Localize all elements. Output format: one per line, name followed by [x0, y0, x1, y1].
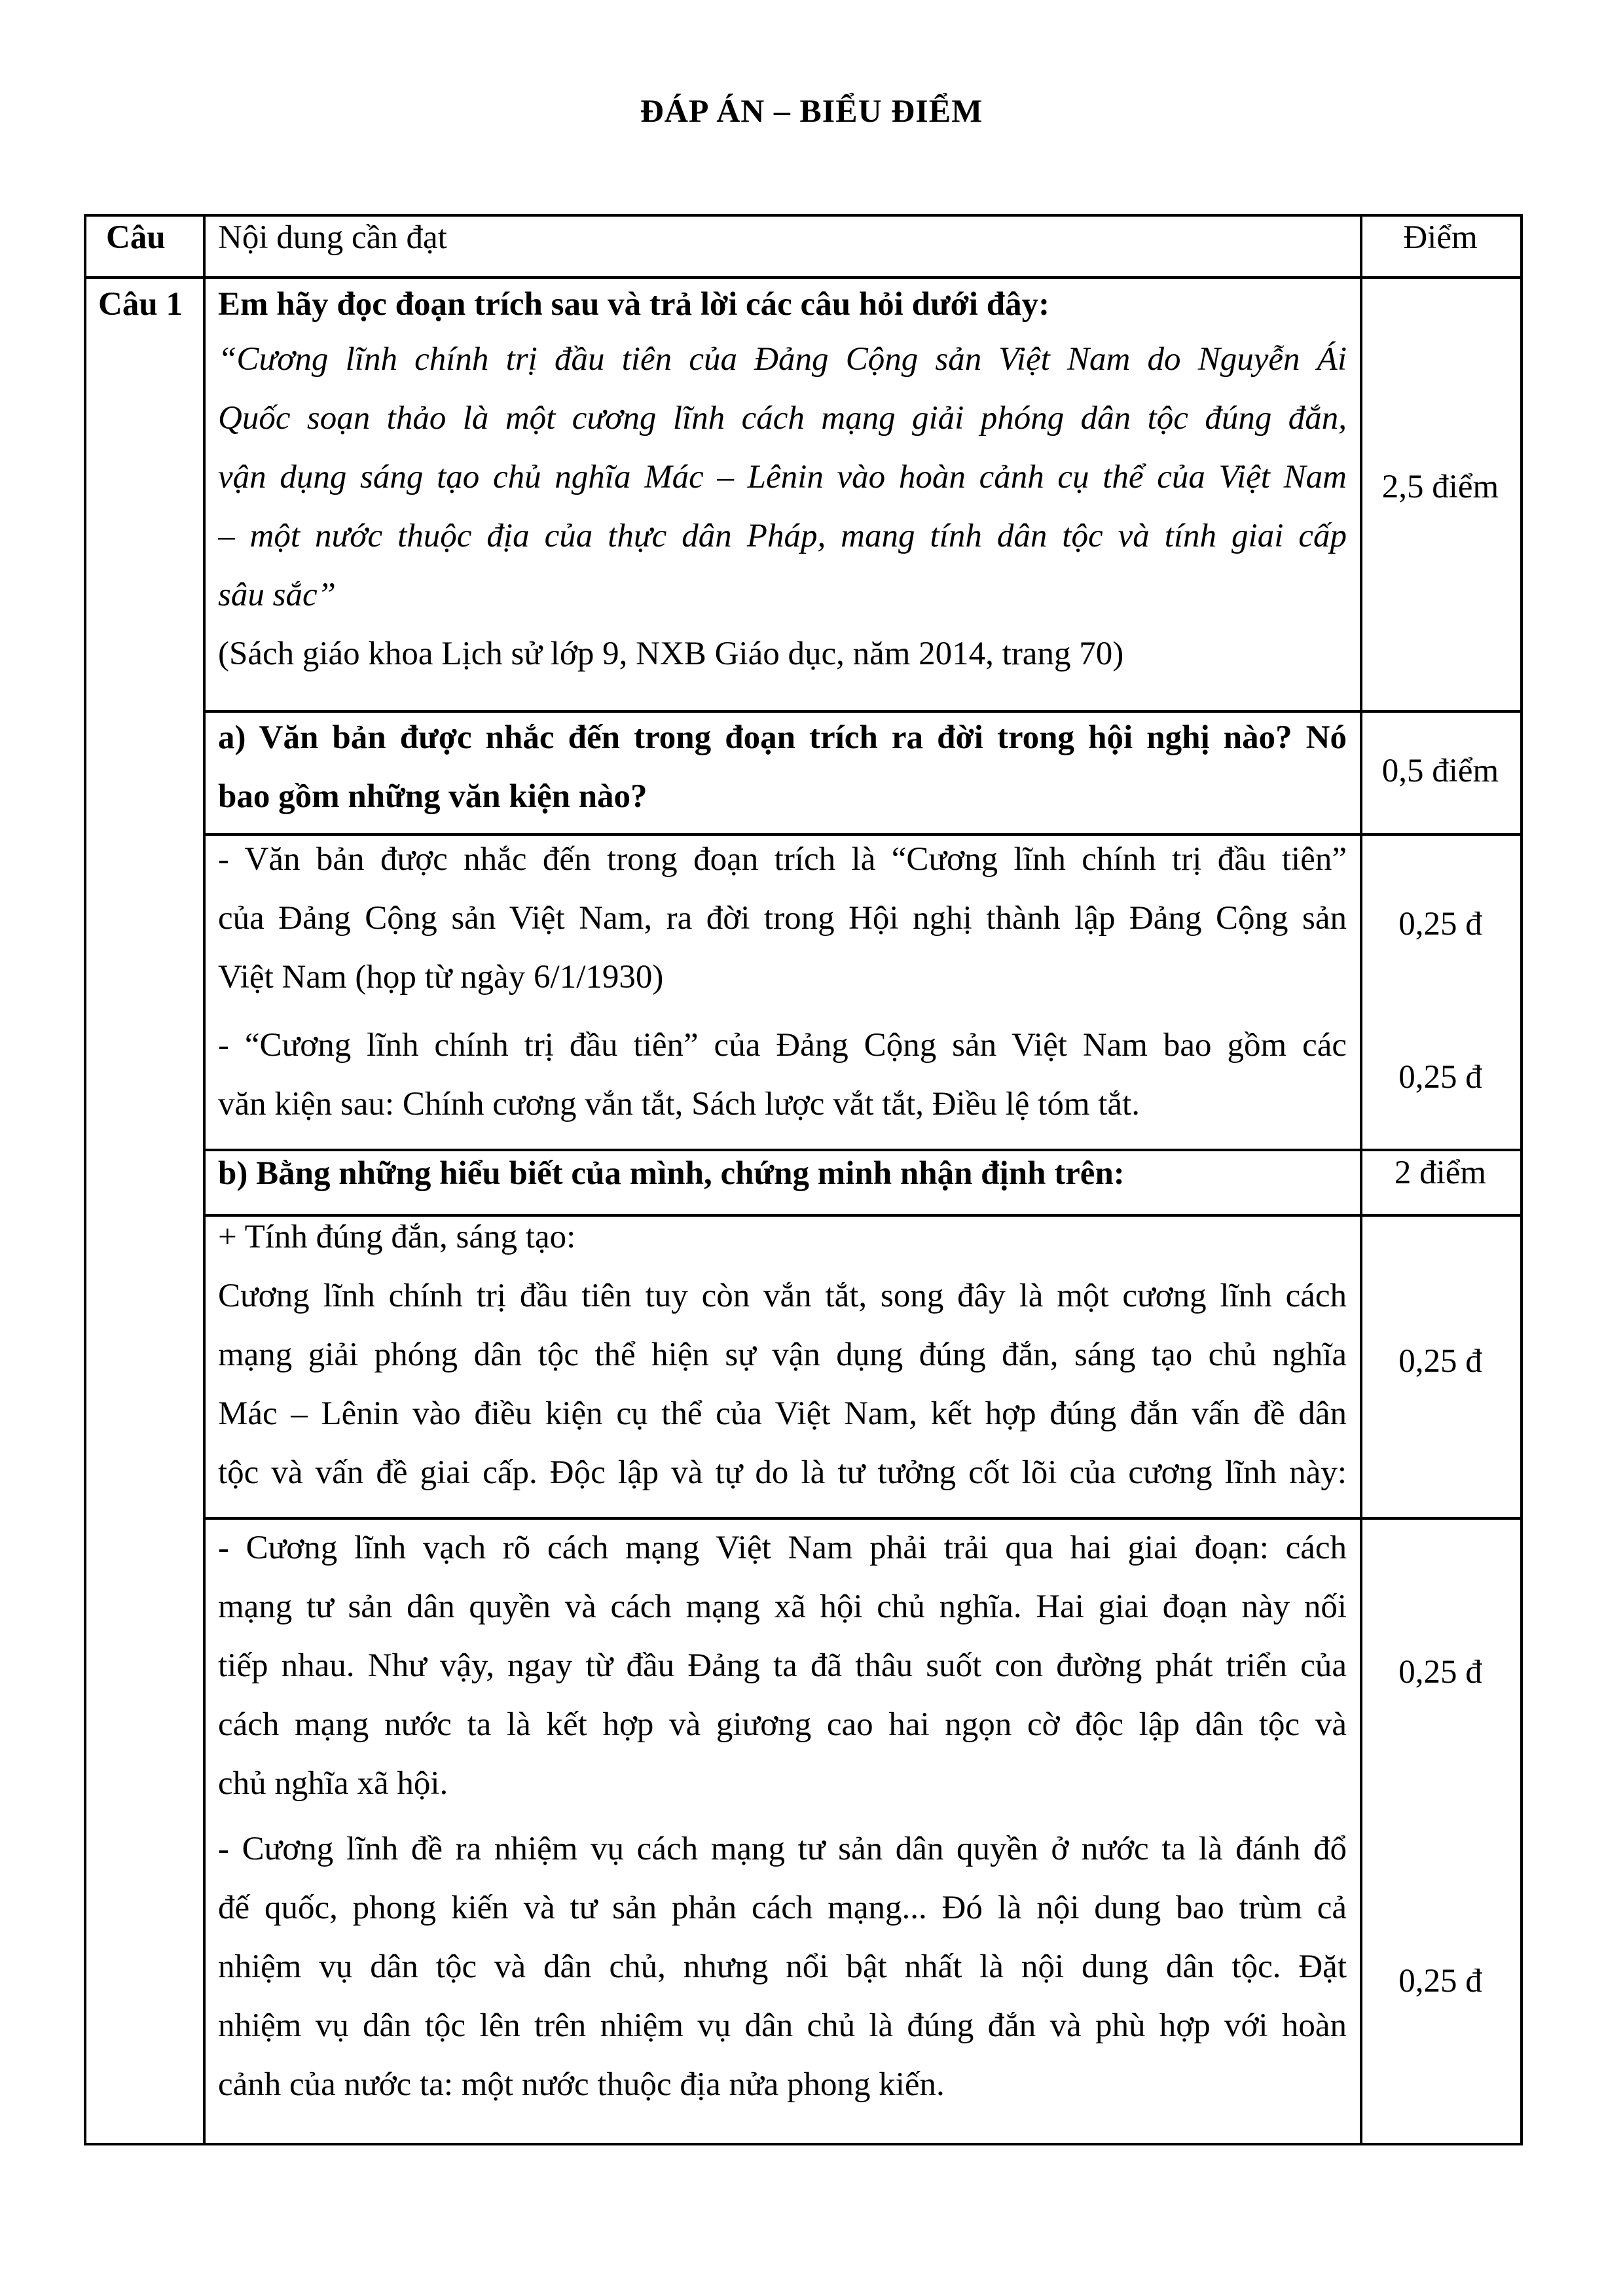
part-b-block1-line: + Tính đúng đắn, sáng tạo:: [218, 1219, 576, 1255]
quote-line: – một nước thuộc địa của thực dân Pháp, mang tính dân tộc và tính giai cấp: [218, 518, 1347, 554]
part-b-block1-line: Mác – Lênin vào điều kiện cụ thể của Việt Nam, kết hợp đúng đắn vấn đề dân: [218, 1395, 1347, 1432]
part-a-answer1-line: Việt Nam (họp từ ngày 6/1/1930): [218, 959, 664, 996]
part-b-block1-line: tộc và vấn đề giai cấp. Độc lập và tự do là tư tưởng cốt lõi của cương lĩnh này:: [218, 1454, 1347, 1491]
quote-line: vận dụng sáng tạo chủ nghĩa Mác – Lênin vào hoàn cảnh cụ thể của Việt Nam: [218, 459, 1347, 495]
part-a-answer1-line: của Đảng Cộng sản Việt Nam, ra đời trong Hội nghị thành lập Đảng Cộng sản: [218, 900, 1347, 937]
part-a-answer2-line: - “Cương lĩnh chính trị đầu tiên” của Đảng Cộng sản Việt Nam bao gồm các: [218, 1027, 1347, 1064]
part-b-block2-line: tiếp nhau. Như vậy, ngay từ đầu Đảng ta đã thâu suốt con đường phát triển của: [218, 1647, 1347, 1684]
part-b-block3-line: - Cương lĩnh đề ra nhiệm vụ cách mạng tư sản dân quyền ở nước ta là đánh đổ: [218, 1831, 1347, 1867]
part-b-block2-line: cách mạng nước ta là kết hợp và giương cao hai ngọn cờ độc lập dân tộc và: [218, 1706, 1347, 1743]
question-label: Câu 1: [98, 286, 183, 323]
part-b-block3-line: đế quốc, phong kiến và tư sản phản cách mạng... Đó là nội dung bao trùm cả: [218, 1890, 1347, 1926]
part-a-question-line: a) Văn bản được nhắc đến trong đoạn trích ra đời trong hội nghị nào? Nó: [218, 719, 1347, 756]
part-a-answer2-points: 0,25 đ: [1398, 1059, 1482, 1096]
part-b-block3-line: cảnh của nước ta: một nước thuộc địa nửa phong kiến.: [218, 2066, 945, 2103]
part-b-block1-points: 0,25 đ: [1398, 1343, 1482, 1380]
part-b-block1-line: Cương lĩnh chính trị đầu tiên tuy còn vắn tắt, song đây là một cương lĩnh cách: [218, 1278, 1347, 1314]
quote-line: Quốc soạn thảo là một cương lĩnh cách mạng giải phóng dân tộc đúng đắn,: [218, 400, 1347, 437]
quote-source: (Sách giáo khoa Lịch sử lớp 9, NXB Giáo dục, năm 2014, trang 70): [218, 636, 1124, 672]
header-diem: Điểm: [1403, 219, 1478, 256]
quote-line: sâu sắc”: [218, 577, 336, 613]
table-border-bottom: [84, 2143, 1523, 2145]
part-a-points: 0,5 điểm: [1381, 753, 1499, 789]
header-cau: Câu: [106, 219, 166, 256]
column-divider-1: [203, 214, 206, 2145]
part-b-block3-points: 0,25 đ: [1398, 1963, 1482, 2000]
part-a-answer2-line: văn kiện sau: Chính cương vắn tắt, Sách lược vắt tắt, Điều lệ tóm tắt.: [218, 1086, 1140, 1122]
part-a-answer1-line: - Văn bản được nhắc đến trong đoạn trích là “Cương lĩnh chính trị đầu tiên”: [218, 841, 1347, 878]
part-a-question-line: bao gồm những văn kiện nào?: [218, 778, 647, 815]
table-border-right: [1520, 214, 1523, 2145]
part-b-block1-line: mạng giải phóng dân tộc thể hiện sự vận dụng đúng đắn, sáng tạo chủ nghĩa: [218, 1336, 1347, 1373]
intro-prompt: Em hãy đọc đoạn trích sau và trả lời các câu hỏi dưới đây:: [218, 286, 1050, 323]
part-b-block2-line: chủ nghĩa xã hội.: [218, 1765, 448, 1802]
part-b-block3-line: nhiệm vụ dân tộc và dân chủ, nhưng nổi bật nhất là nội dung dân tộc. Đặt: [218, 1948, 1347, 1985]
part-b-block2-points: 0,25 đ: [1398, 1654, 1482, 1691]
part-a-answer1-points: 0,25 đ: [1398, 906, 1482, 942]
page-title: ĐÁP ÁN – BIỂU ĐIỂM: [640, 92, 983, 129]
part-b-block2-line: mạng tư sản dân quyền và cách mạng xã hội chủ nghĩa. Hai giai đoạn này nối: [218, 1588, 1347, 1625]
table-border-left: [84, 214, 86, 2145]
part-b-block3-line: nhiệm vụ dân tộc lên trên nhiệm vụ dân chủ là đúng đắn và phù hợp với hoàn: [218, 2007, 1347, 2044]
part-b-block2-line: - Cương lĩnh vạch rõ cách mạng Việt Nam phải trải qua hai giai đoạn: cách: [218, 1530, 1347, 1566]
part-b-question: b) Bằng những hiểu biết của mình, chứng minh nhận định trên:: [218, 1155, 1125, 1192]
header-noi-dung: Nội dung cần đạt: [218, 219, 447, 256]
quote-line: “Cương lĩnh chính trị đầu tiên của Đảng Cộng sản Việt Nam do Nguyễn Ái: [218, 341, 1347, 378]
intro-points: 2,5 điểm: [1381, 469, 1499, 505]
part-b-points: 2 điểm: [1394, 1155, 1487, 1191]
